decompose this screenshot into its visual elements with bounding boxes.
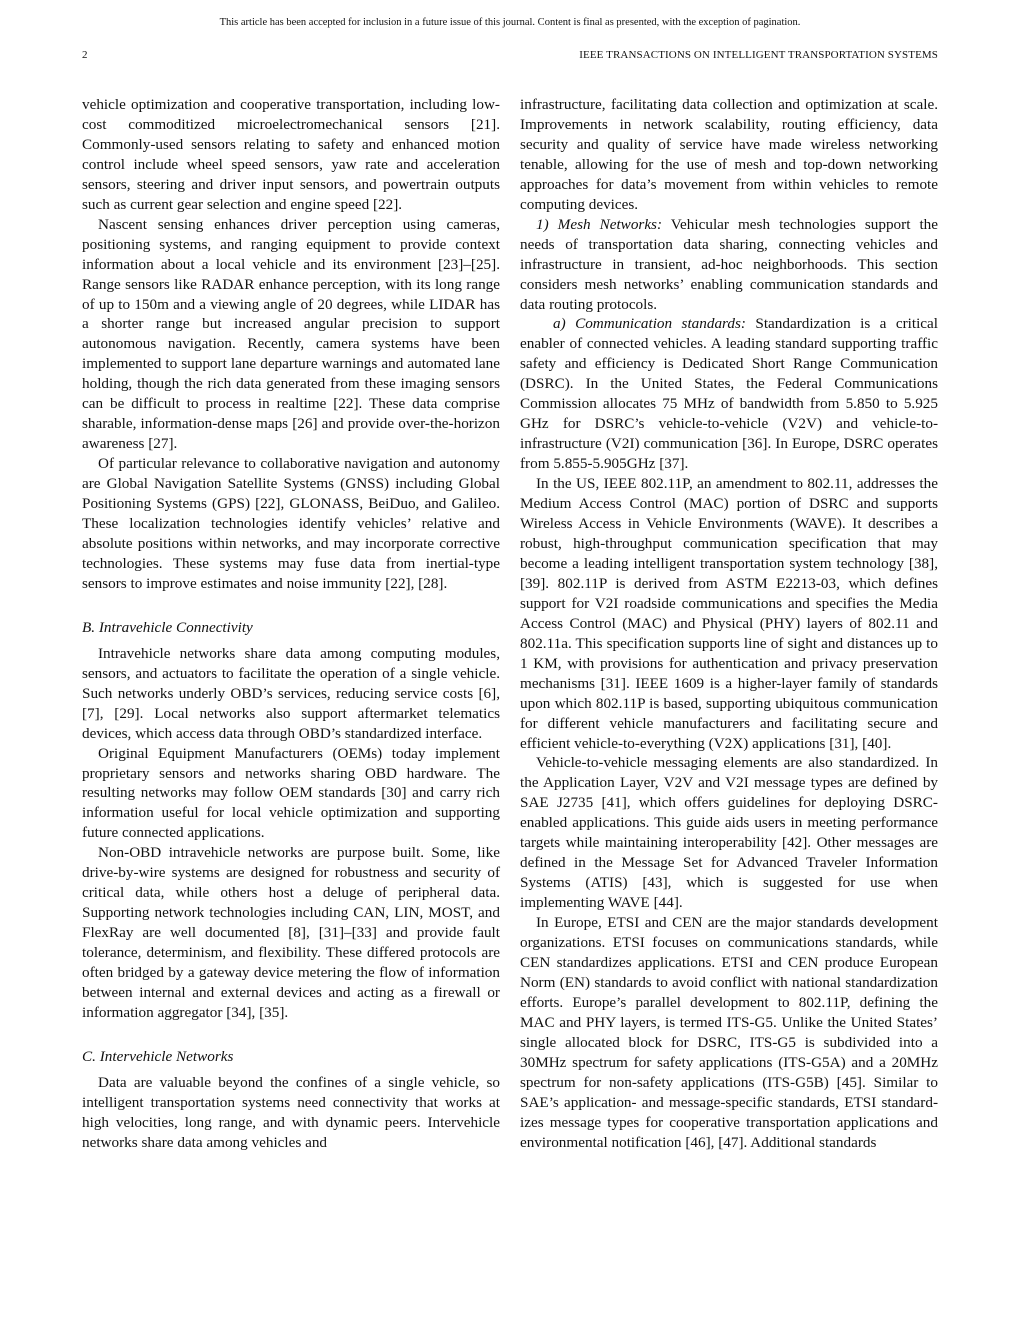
paragraph: Vehicle-to-vehicle messaging elements are also standardized. In the Application Layer, V2V and V2I message types are defined by SAE J2735 [41], which offers guidelines for deploying DSRC-enabled applications. This guide aids users in meeting performance targets while maintaining interoperability [42]. Other messages are defined in the Message Set for Advanced Traveler Information Systems (ATIS) [43], which is suggested for use when implementing WAVE [44]. (520, 754, 938, 912)
paragraph: Of particular relevance to collaborative navigation and autonomy are Global Navigation Satellite Systems (GNSS) including Global Positioning Systems (GPS) [22], GLONASS, BeiDuo, and Galileo. These localization technologies identify vehicles’ relative and absolute positions within networks, and may incorporate corrective technologies. These systems may fuse data from inertial-type sensors to improve estimates and noise immunity [22], [28]. (82, 455, 500, 592)
paragraph-communication-standards (520, 314, 938, 474)
section-heading-intravehicle: B. Intravehicle Connectivity (82, 618, 253, 636)
right-column (520, 95, 938, 1153)
run-in-heading: a) Communication standards: (553, 315, 746, 333)
paragraph: infrastructure, facilitating data collection and optimization at scale. Improvements in network scalability, routing efficiency, data security and quality of service have made wireless networking tenable, allowing for the use of mesh and top-down networking approaches for data’s movement from within vehicles to remote computing devices. (520, 96, 938, 213)
paragraph-mesh-networks (520, 215, 938, 315)
paragraph: In the US, IEEE 802.11P, an amendment to 802.11, addresses the Medium Access Control (MAC) portion of DSRC and supports Wireless Access in Vehicle Environments (WAVE). It describes a robust, high-throughput communication specification that may become a leading intelligent transportation system technology [38], [39]. 802.11P is derived from ASTM E2213-03, which defines support for V2I roadside communications and specifies the Media Access Control (MAC) and Physical (PHY) layers of 802.11 and 802.11a. This specification supports line of sight and distances up to 1 KM, with provisions for authentication and privacy preservation mechanisms [31]. IEEE 1609 is a higher-layer family of standards upon which 802.11P is based, supporting ubiquitous communication for different vehicle manufacturers and facilitating secure and efficient vehicle-to-everything (V2X) applications [31], [40]. (520, 475, 938, 752)
paragraph: vehicle optimization and cooperative transportation, including low-cost commoditized microelectromechanical sensors [21]. Commonly-used sensors relating to safety and enhanced motion control include wheel speed sensors, yaw rate and acceleration sensors, steering and driver input sensors, and powertrain outputs such as current gear selection and engine speed [22]. (82, 96, 500, 213)
paragraph: Non-OBD intravehicle networks are purpose built. Some, like drive-by-wire systems are designed for robustness and security of critical data, while others host a deluge of peripheral data. Supporting network technologies including CAN, LIN, MOST, and FlexRay are well documented [8], [31]–[33] and provide fault tolerance, determinism, and flexibility. These differed protocols are often bridged by a gateway device metering the flow of information between internal and external devices and acting as a firewall or information aggregator [34], [35]. (82, 844, 500, 1021)
paragraph-text: Standardization is a critical enabler of connected vehicles. A leading standard supporting traffic safety and efficiency is Dedicated Short Range Communication (DSRC). In the United States, the Federal Communications Commission allocates 75 MHz of bandwidth from 5.850 to 5.925 GHz for DSRC’s vehicle-to-vehicle (V2V) and vehicle-to-infrastructure (V2I) communication [36]. In Europe, DSRC operates from 5.855-5.905GHz [37]. (520, 315, 938, 473)
left-column (82, 95, 500, 1153)
section-heading-intervehicle: C. Intervehicle Networks (82, 1047, 234, 1065)
acceptance-banner: This article has been accepted for inclusion in a future issue of this journal. Content is final as presented, with the exception of pagination. (219, 17, 801, 28)
paragraph: Original Equipment Manufacturers (OEMs) today implement proprietary sensors and networks sharing OBD hardware. The resulting networks may follow OEM standards [30] and carry rich information useful for local vehicle optimization and supporting future connected applications. (82, 744, 500, 842)
paragraph: Nascent sensing enhances driver perception using cameras, positioning systems, and ranging equipment to provide context information about a local vehicle and its environment [23]–[25]. Range sensors like RADAR enhance perception, with its long range of up to 150m and a viewing angle of 20 degrees, while LIDAR has a shorter range but increased angular precision to support autonomous navigation. Recently, camera systems have been implemented to support lane departure warnings and automated lane holding, though the rich data generated from these imaging sensors can be difficult to process in realtime [22]. These data comprise sharable, information-dense maps [26] and provide over-the-horizon awareness [27]. (82, 215, 500, 453)
paragraph-text: Vehicular mesh technologies support the needs of transportation data sharing, connecting vehicles and infrastructure in transient, ad-hoc neighborhoods. This section considers mesh networks’ enabling communication standards and data routing protocols. (520, 215, 938, 313)
run-in-heading: 1) Mesh Networks: (536, 215, 663, 233)
page-number: 2 (82, 49, 88, 61)
paragraph: Intravehicle networks share data among computing modules, sensors, and actuators to facilitate the operation of a single vehicle. Such networks underly OBD’s services, reducing service costs [6], [7], [29]. Local networks also support aftermarket telematics devices, which access data through OBD’s standardized interface. (82, 644, 500, 742)
journal-running-header: IEEE TRANSACTIONS ON INTELLIGENT TRANSPORTATION SYSTEMS (579, 49, 938, 61)
paragraph: In Europe, ETSI and CEN are the major standards development organizations. ETSI focuses on communications standards, while CEN standardizes applications. ETSI and CEN produce European Norm (EN) standards to avoid conflict with national standardization efforts. Europe’s parallel development to 802.11P, defining the MAC and PHY layers, is termed ITS-G5. Unlike the United States’ single allocated block for DSRC, ITS-G5 is subdivided into a 30MHz spectrum for safety applications (ITS-G5A) and a 20MHz spectrum for non-safety applications (ITS-G5B) [45]. Similar to SAE’s application- and message-specific standards, ETSI standardizes message types for cooperative transportation applications and environmental notification [46], [47]. Additional standards (520, 914, 938, 1151)
paragraph: Data are valuable beyond the confines of a single vehicle, so intelligent transportation systems need connectivity that works at high velocities, long range, and with dynamic peers. Intervehicle networks share data among vehicles and (82, 1073, 500, 1151)
